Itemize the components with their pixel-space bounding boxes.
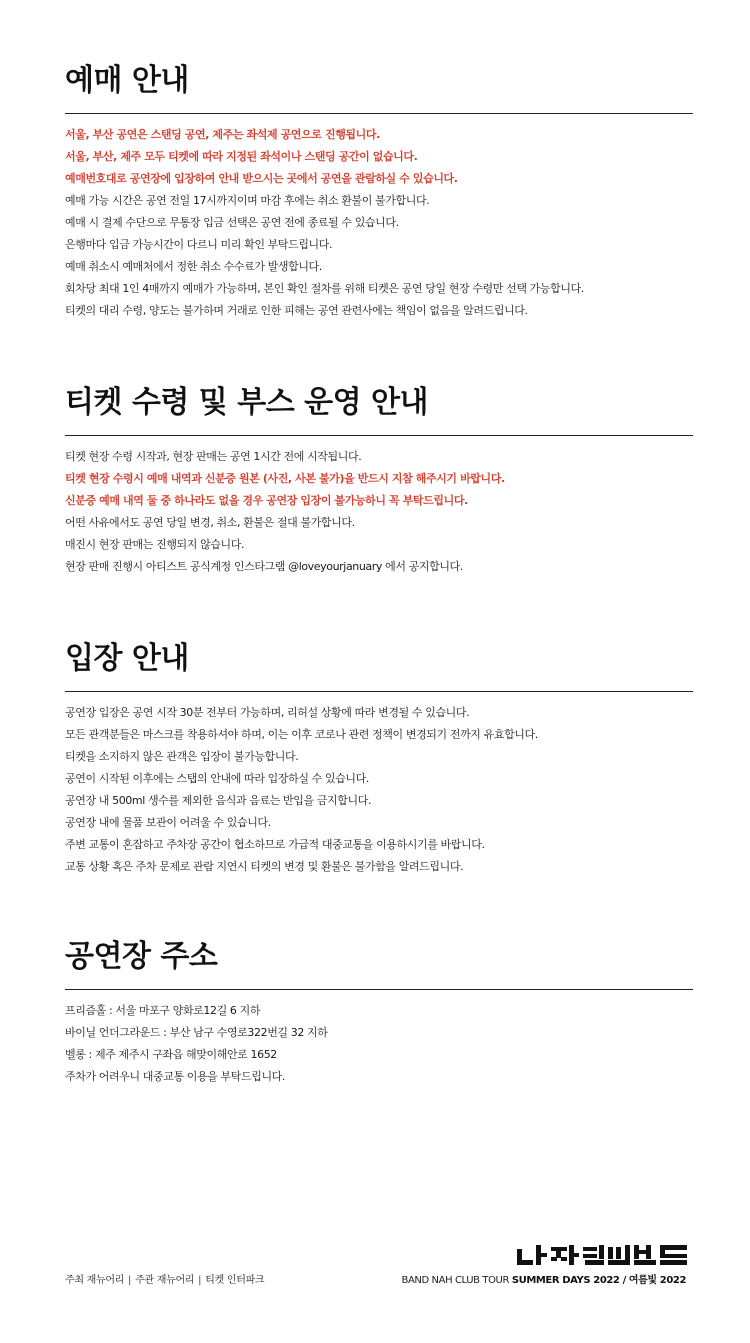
logo-text: 나상현씨밴드 xyxy=(517,1245,523,1246)
credit-separator: | xyxy=(128,1275,132,1286)
tour-title-prefix: BAND NAH CLUB TOUR xyxy=(401,1275,512,1286)
info-line: 주차가 어려우니 대중교통 이용을 부탁드립니다. xyxy=(65,1070,286,1083)
info-list xyxy=(65,702,693,878)
section-entry-info xyxy=(65,637,693,878)
info-line: 은행마다 입금 가능시간이 다르니 미리 확인 부탁드립니다. xyxy=(65,238,333,251)
band-logo xyxy=(517,1245,687,1265)
credit-host: 주관 재뉴어리 xyxy=(135,1275,195,1286)
tour-title-name: SUMMER DAYS 2022 / 여름빛 2022 xyxy=(511,1275,686,1286)
info-line: 티켓의 대리 수령, 양도는 불가하며 거래로 인한 피해는 공연 관련사에는 책임이 없음을 알려드립니다. xyxy=(65,304,528,317)
info-line: 공연장 입장은 공연 시작 30분 전부터 가능하며, 리허설 상황에 따라 변경될 수 있습니다. xyxy=(65,706,470,719)
info-line: 프리즘홀 : 서울 마포구 양화로12길 6 지하 xyxy=(65,1004,261,1017)
credit-separator: | xyxy=(198,1275,202,1286)
info-line: 주변 교통이 혼잡하고 주차장 공간이 협소하므로 가급적 대중교통을 이용하시기를 바랍니다. xyxy=(65,838,485,851)
section-booking-info xyxy=(65,59,693,322)
footer-credits xyxy=(65,1271,264,1286)
info-line: 교통 상황 혹은 주차 문제로 관람 지연시 티켓의 변경 및 환불은 불가함을 알려드립니다. xyxy=(65,860,464,873)
info-line: 공연장 내에 물품 보관이 어려울 수 있습니다. xyxy=(65,816,271,829)
info-line: 바이닐 언더그라운드 : 부산 남구 수영로322번길 32 지하 xyxy=(65,1026,328,1039)
info-line: 현장 판매 진행시 아티스트 공식계정 인스타그램 @loveyourjanuary 에서 공지합니다. xyxy=(65,560,463,573)
info-line: 티켓을 소지하지 않은 관객은 입장이 불가능합니다. xyxy=(65,750,299,763)
info-line: 예매번호대로 공연장에 입장하여 안내 받으시는 곳에서 공연을 관람하실 수 있습니다. xyxy=(65,172,458,185)
info-list xyxy=(65,124,693,322)
info-line: 공연장 내 500ml 생수를 제외한 음식과 음료는 반입을 금지합니다. xyxy=(65,794,372,807)
info-line: 어떤 사유에서도 공연 당일 변경, 취소, 환불은 절대 불가합니다. xyxy=(65,516,355,529)
info-line: 티켓 현장 수령시 예매 내역과 신분증 원본 (사진, 사본 불가)을 반드시 지참 해주시기 바랍니다. xyxy=(65,472,505,485)
info-line: 모든 관객분들은 마스크를 착용하셔야 하며, 이는 이후 코로나 관련 정책이 변경되기 전까지 유효합니다. xyxy=(65,728,538,741)
info-line: 서울, 부산 공연은 스탠딩 공연, 제주는 좌석제 공연으로 진행됩니다. xyxy=(65,128,380,141)
section-divider xyxy=(65,989,693,990)
section-divider xyxy=(65,691,693,692)
credit-organizer: 주최 재뉴어리 xyxy=(65,1275,125,1286)
info-list xyxy=(65,446,693,578)
info-line: 공연이 시작된 이후에는 스탭의 안내에 따라 입장하실 수 있습니다. xyxy=(65,772,369,785)
section-venue-address xyxy=(65,935,693,1088)
tour-title xyxy=(386,1271,686,1286)
section-title: 티켓 수령 및 부스 운영 안내 xyxy=(65,385,429,420)
info-line: 티켓 현장 수령 시작과, 현장 판매는 공연 1시간 전에 시작됩니다. xyxy=(65,450,362,463)
info-line: 회차당 최대 1인 4매까지 예매가 가능하며, 본인 확인 절차를 위해 티켓은 공연 당일 현장 수령만 선택 가능합니다. xyxy=(65,282,584,295)
section-title: 예매 안내 xyxy=(65,63,189,98)
section-title: 입장 안내 xyxy=(65,641,189,676)
info-line: 매진시 현장 판매는 진행되지 않습니다. xyxy=(65,538,245,551)
info-line: 신분증 예매 내역 둘 중 하나라도 없을 경우 공연장 입장이 불가능하니 꼭 부탁드립니다. xyxy=(65,494,468,507)
info-line: 예매 취소시 예매처에서 정한 취소 수수료가 발생합니다. xyxy=(65,260,322,273)
section-ticket-pickup xyxy=(65,381,693,578)
section-divider xyxy=(65,435,693,436)
info-line: 서울, 부산, 제주 모두 티켓에 따라 지정된 좌석이나 스탠딩 공간이 없습니다. xyxy=(65,150,418,163)
info-line: 예매 시 결제 수단으로 무통장 입금 선택은 공연 전에 종료될 수 있습니다. xyxy=(65,216,399,229)
credit-ticketing: 티켓 인터파크 xyxy=(205,1275,265,1286)
section-divider xyxy=(65,113,693,114)
section-title: 공연장 주소 xyxy=(65,939,218,974)
info-line: 예매 가능 시간은 공연 전일 17시까지이며 마감 후에는 취소 환불이 불가합니다. xyxy=(65,194,430,207)
info-line: 벨롱 : 제주 제주시 구좌읍 해맞이해안로 1652 xyxy=(65,1048,277,1061)
info-list xyxy=(65,1000,693,1088)
